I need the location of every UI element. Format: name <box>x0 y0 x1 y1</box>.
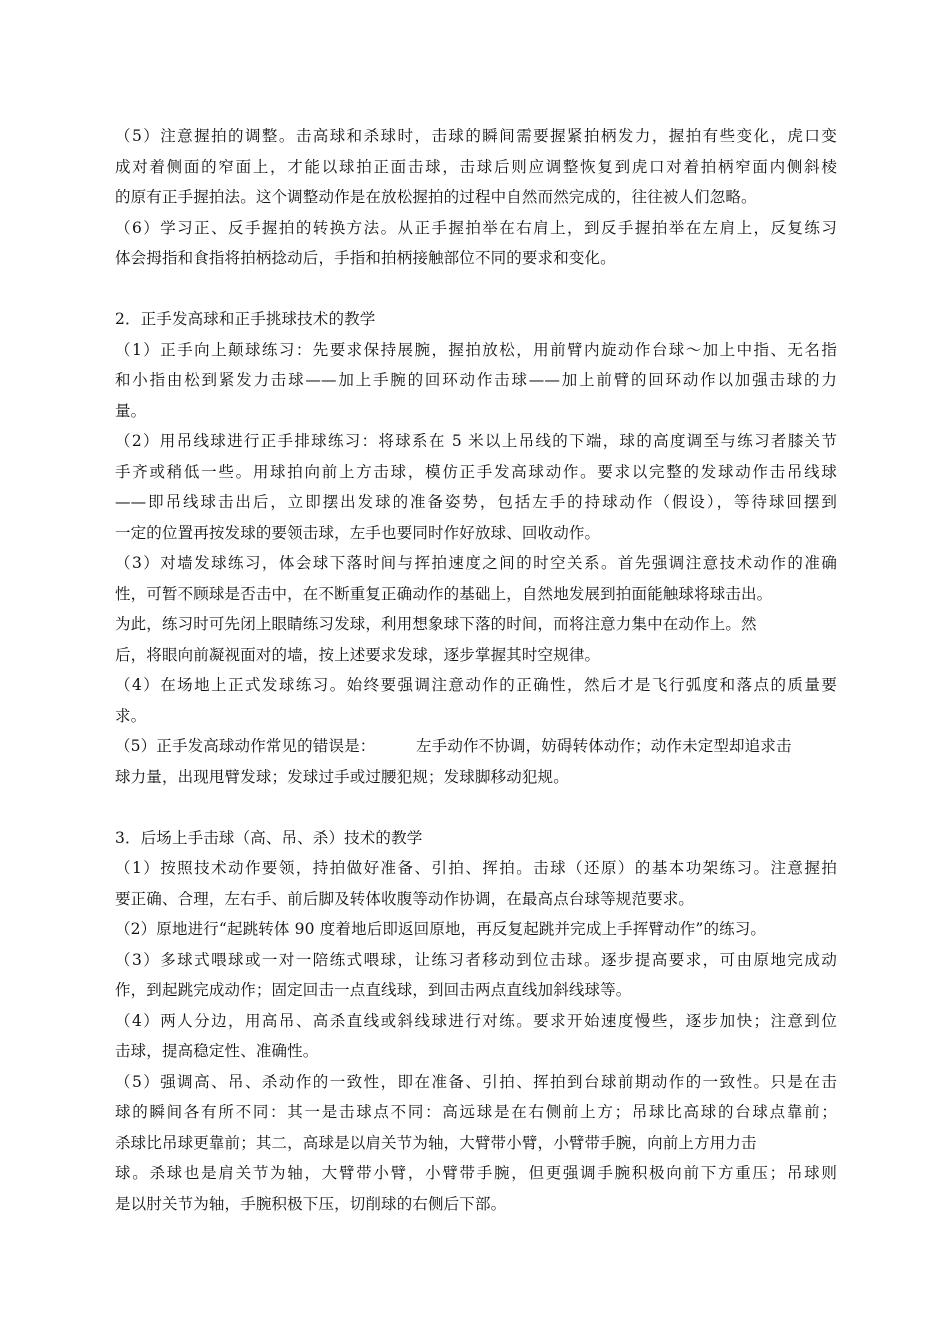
paragraph-line: 一定的位置再按发球的要领击球，左手也要同时作好放球、回收动作。 <box>115 523 601 542</box>
paragraph-line: 是以肘关节为轴，手腕积极下压，切削球的右侧后下部。 <box>115 1194 507 1213</box>
paragraph-line: 杀球比吊球更靠前；其二，高球是以肩关节为轴，大臂带小臂，小臂带手腕，向前上方用力击 <box>115 1133 757 1152</box>
paragraph-line: （2）用吊线球进行正手排球练习：将球系在 5 米以上吊线的下端，球的高度调至与练习者膝关节 <box>115 432 837 450</box>
paragraph-line: （4）两人分边，用高吊、高杀直线或斜线球进行对练。要求开始速度慢些，逐步加快；注意到位 <box>115 1011 837 1030</box>
paragraph-line: 作，到起跳完成动作；固定回击一点直线球，到回击两点直线加斜线球等。 <box>115 981 632 999</box>
paragraph-line: 击球，提高稳定性、准确性。 <box>115 1042 319 1060</box>
section-heading: 2．正手发高球和正手挑球技术的教学 <box>115 310 376 328</box>
paragraph-line: 体会拇指和食指将拍柄捻动后，手指和拍柄接触部位不同的要求和变化。 <box>115 249 616 267</box>
paragraph-line: （5）注意握拍的调整。击高球和杀球时，击球的瞬间需要握紧拍柄发力，握拍有些变化，虎口变 <box>115 127 837 145</box>
paragraph-line: 球的瞬间各有所不同：其一是击球点不同：高远球是在右侧前上方；吊球比高球的台球点靠前； <box>115 1103 837 1121</box>
paragraph-line: 后，将眼向前凝视面对的墙，按上述要求发球，逐步掌握其时空规律。 <box>115 645 601 664</box>
section-gap <box>115 274 837 305</box>
paragraph-line: 球力量，出现甩臂发球；发球过手或过腰犯规；发球脚移动犯规。 <box>115 767 569 786</box>
paragraph-line: （5）强调高、吊、杀动作的一致性，即在准备、引拍、挥拍到台球前期动作的一致性。只是在击 <box>115 1072 837 1091</box>
paragraph-line: （5）正手发高球动作常见的错误是： 左手动作不协调，妨碍转体动作；动作未定型却追求击 <box>115 737 792 755</box>
paragraph-line: （3）多球式喂球或一对一陪练式喂球，让练习者移动到位击球。逐步提高要求，可由原地完成动 <box>115 950 837 969</box>
paragraph-line: 成对着侧面的窄面上，才能以球拍正面击球，击球后则应调整恢复到虎口对着拍柄窄面内侧斜棱 <box>115 157 837 176</box>
paragraph-line: 为此，练习时可先闭上眼睛练习发球，利用想象球下落的时间，而将注意力集中在动作上。然 <box>115 615 757 633</box>
paragraph-line: （6）学习正、反手握拍的转换方法。从正手握拍举在右肩上，到反手握拍举在左肩上，反复练习 <box>115 218 837 237</box>
paragraph-line: 求。 <box>115 706 147 725</box>
section-gap <box>115 792 837 823</box>
paragraph-line: 量。 <box>115 401 147 420</box>
section-heading: 3．后场上手击球（高、吊、杀）技术的教学 <box>115 828 423 847</box>
paragraph-line: （1）按照技术动作要领，持拍做好准备、引拍、挥拍。击球（还原）的基本功架练习。注意握拍 <box>115 859 837 877</box>
paragraph-line: 和小指由松到紧发力击球——加上手腕的回环动作击球——加上前臂的回环动作以加强击球的力 <box>115 371 837 389</box>
paragraph-line: （2）原地进行“起跳转体 90 度着地后即返回原地，再反复起跳并完成上手挥臂动作”的练习。 <box>115 920 767 938</box>
paragraph-line: 球。杀球也是肩关节为轴，大臂带小臂，小臂带手腕，但更强调手腕积极向前下方重压；吊球则 <box>115 1164 837 1182</box>
document-body <box>115 121 837 1219</box>
paragraph-line: （4）在场地上正式发球练习。始终要强调注意动作的正确性，然后才是飞行弧度和落点的质量要 <box>115 676 837 694</box>
paragraph-line: 的原有正手握拍法。这个调整动作是在放松握拍的过程中自然而然完成的，往往被人们忽略。 <box>115 188 757 206</box>
paragraph-line: 手齐或稍低一些。用球拍向前上方击球，模仿正手发高球动作。要求以完整的发球动作击吊线球 <box>115 462 837 481</box>
paragraph-line: （1）正手向上颠球练习：先要求保持展腕，握拍放松，用前臂内旋动作台球～加上中指、无名指 <box>115 340 837 359</box>
paragraph-line: ——即吊线球击出后，立即摆出发球的准备姿势，包括左手的持球动作（假设），等待球回摆到 <box>115 493 837 511</box>
paragraph-line: 要正确、合理，左右手、前后脚及转体收腹等动作协调，在最高点台球等规范要求。 <box>115 889 695 908</box>
paragraph-line: 性，可暂不顾球是否击中，在不断重复正确动作的基础上，自然地发展到拍面能触球将球击出。 <box>115 584 773 603</box>
paragraph-line: （3）对墙发球练习，体会球下落时间与挥拍速度之间的时空关系。首先强调注意技术动作的准确 <box>115 554 837 572</box>
